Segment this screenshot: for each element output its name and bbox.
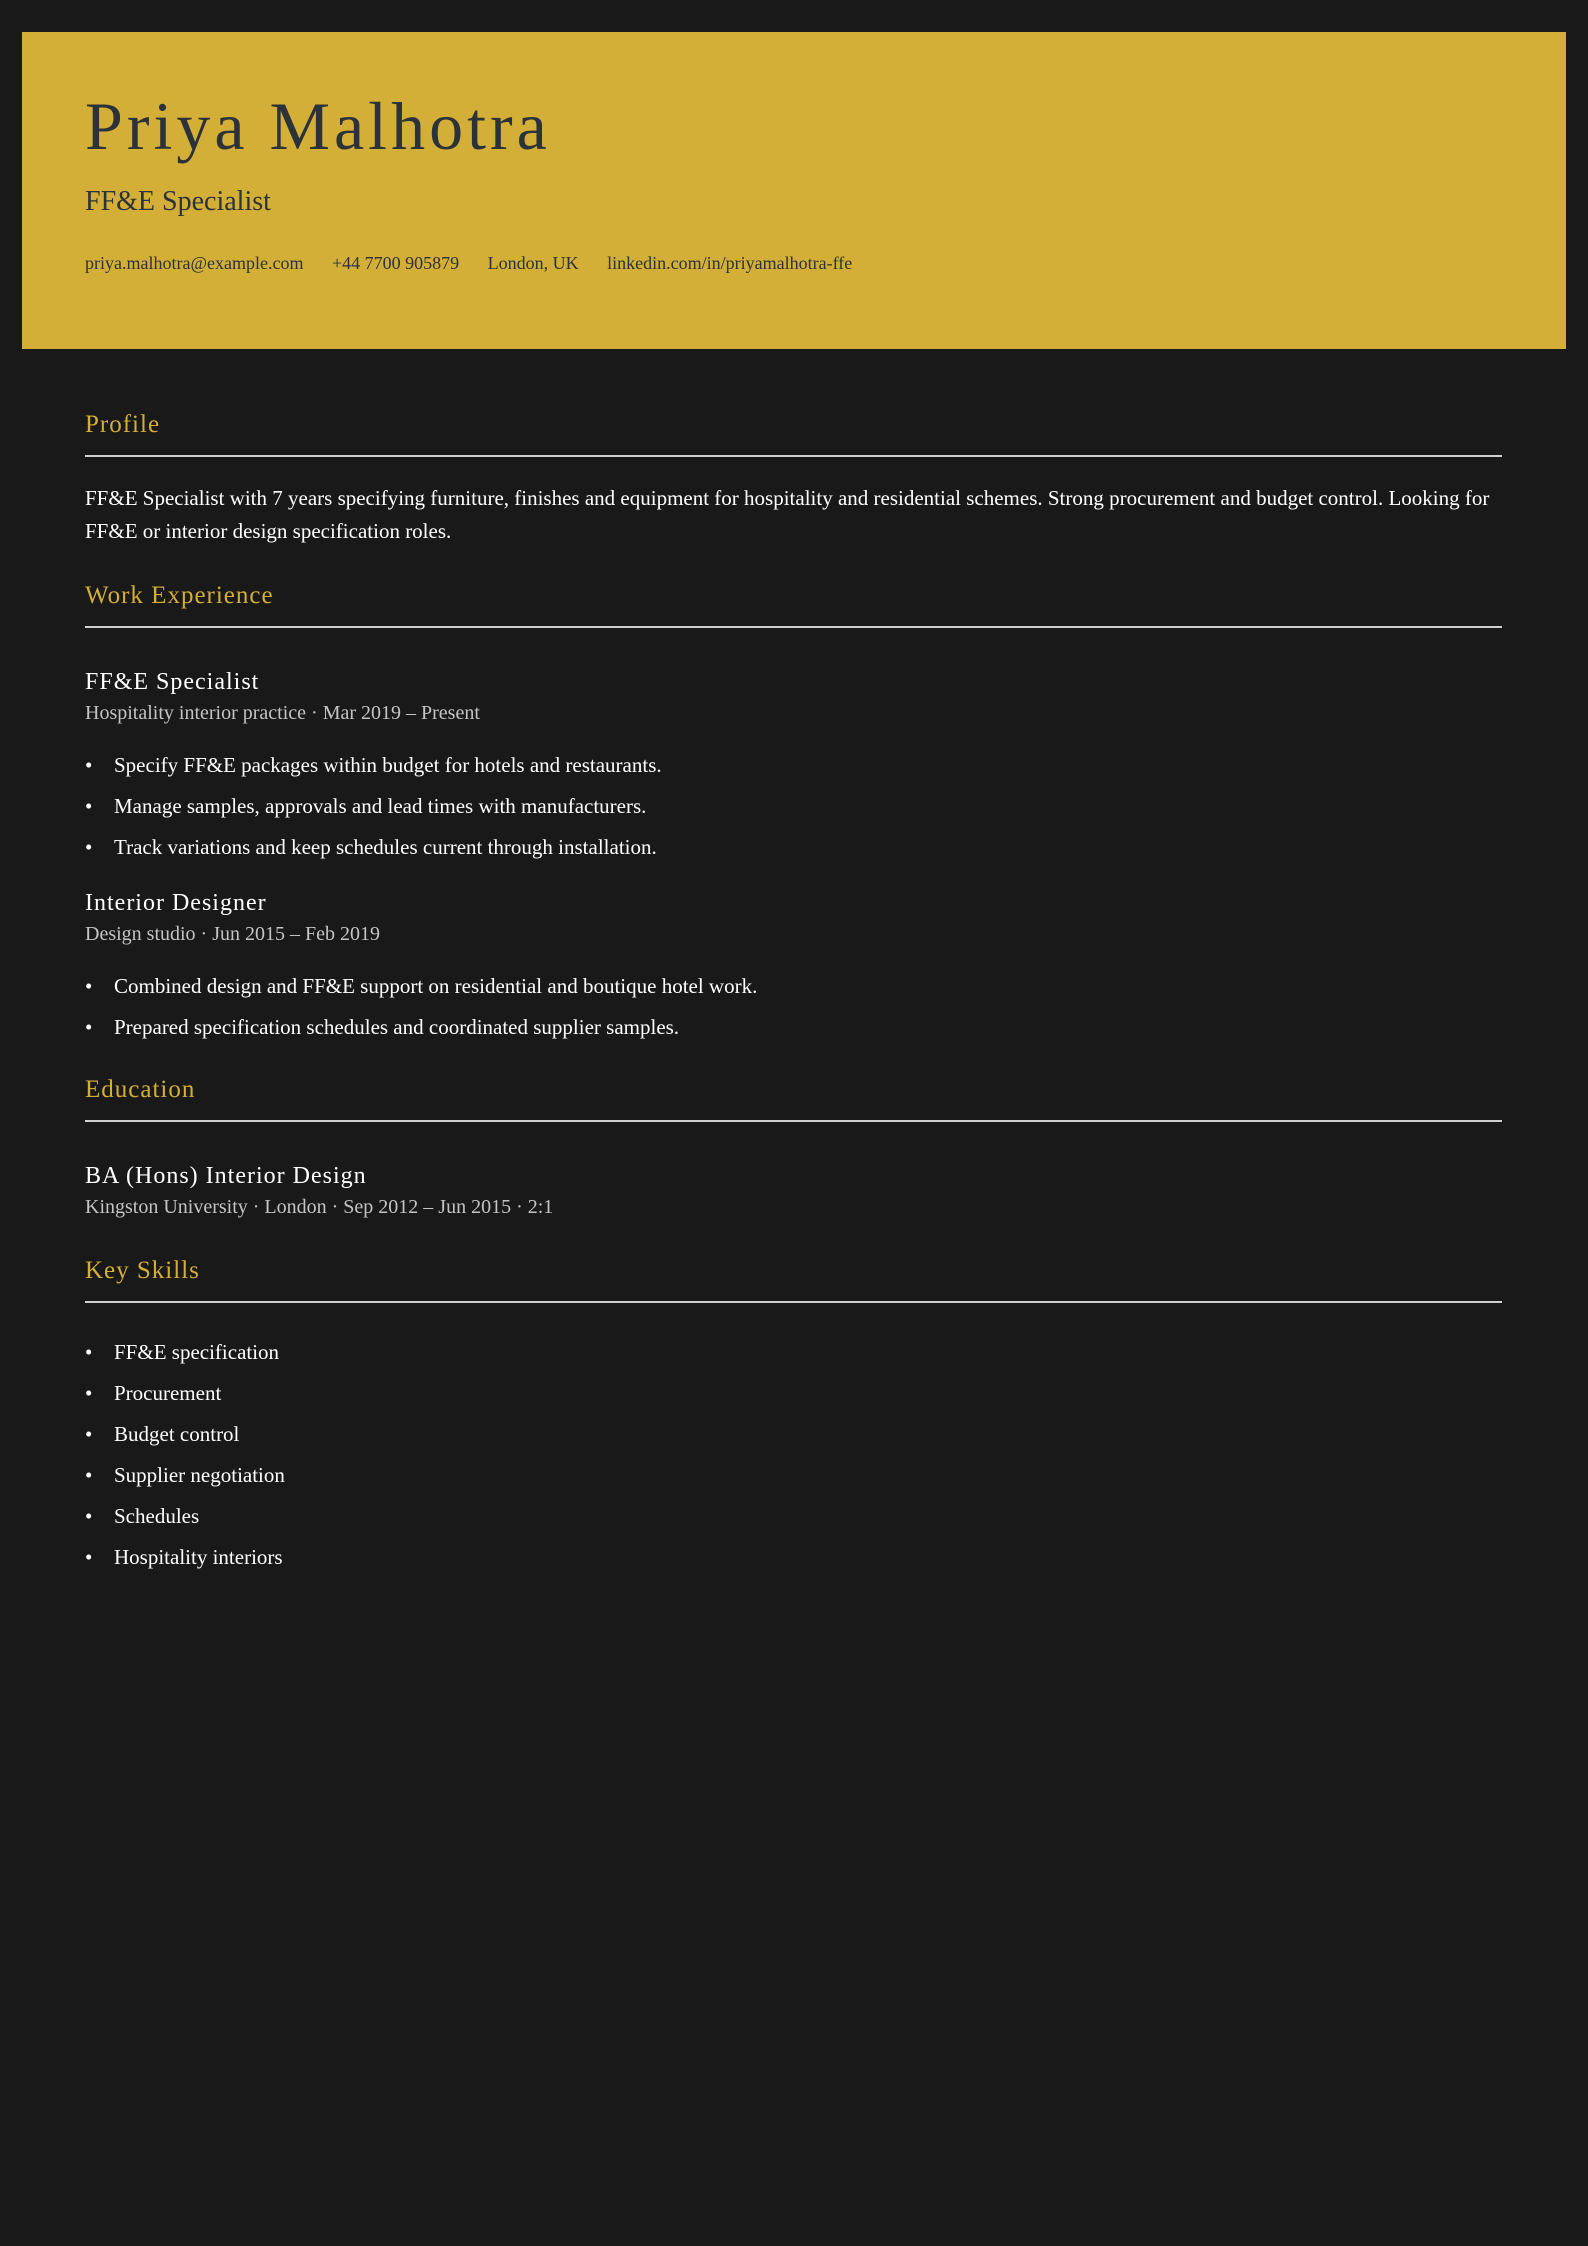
profile-divider [85,455,1502,457]
list-item: • Manage samples, approvals and lead times with manufacturers. [85,786,662,827]
skills-divider [85,1301,1502,1303]
education-heading: Education [85,1076,196,1103]
contact-location: London, UK [487,253,579,273]
experience-heading: Work Experience [85,582,274,609]
list-item: • FF&E specification [85,1332,285,1373]
list-item: • Specify FF&E packages within budget for hotels and restaurants. [85,745,662,786]
list-item: • Supplier negotiation [85,1455,285,1496]
job-title: Interior Designer [85,890,267,916]
job-meta: Hospitality interior practice · Mar 2019 – Present [85,702,480,724]
list-item: • Combined design and FF&E support on residential and boutique hotel work. [85,966,757,1007]
job-title: FF&E Specialist [85,669,260,695]
education-divider [85,1120,1502,1122]
list-item: • Prepared specification schedules and coordinated supplier samples. [85,1007,757,1048]
resume-header [22,32,1566,349]
candidate-role: FF&E Specialist [85,186,271,217]
list-item: • Schedules [85,1496,285,1537]
list-item: • Hospitality interiors [85,1537,285,1578]
education-meta: Kingston University · London · Sep 2012 – Jun 2015 · 2:1 [85,1196,554,1218]
job-bullets [85,745,662,868]
list-item: • Procurement [85,1373,285,1414]
list-item: • Track variations and keep schedules current through installation. [85,827,662,868]
candidate-name: Priya Malhotra [85,88,551,164]
profile-heading: Profile [85,411,161,438]
contact-line [85,254,852,272]
contact-linkedin: linkedin.com/in/priyamalhotra-ffe [607,253,853,273]
profile-text: FF&E Specialist with 7 years specifying furniture, finishes and equipment for hospitality and residential schemes. Strong procurement and budget control. Looking for FF&E or interior design specification roles. [85,486,1490,543]
list-item: • Budget control [85,1414,285,1455]
experience-divider [85,626,1502,628]
degree-title: BA (Hons) Interior Design [85,1163,367,1189]
skills-heading: Key Skills [85,1257,200,1284]
contact-email: priya.malhotra@example.com [85,253,304,273]
job-meta: Design studio · Jun 2015 – Feb 2019 [85,923,380,945]
contact-phone: +44 7700 905879 [332,253,460,273]
skills-list [85,1332,285,1578]
job-bullets [85,966,757,1048]
